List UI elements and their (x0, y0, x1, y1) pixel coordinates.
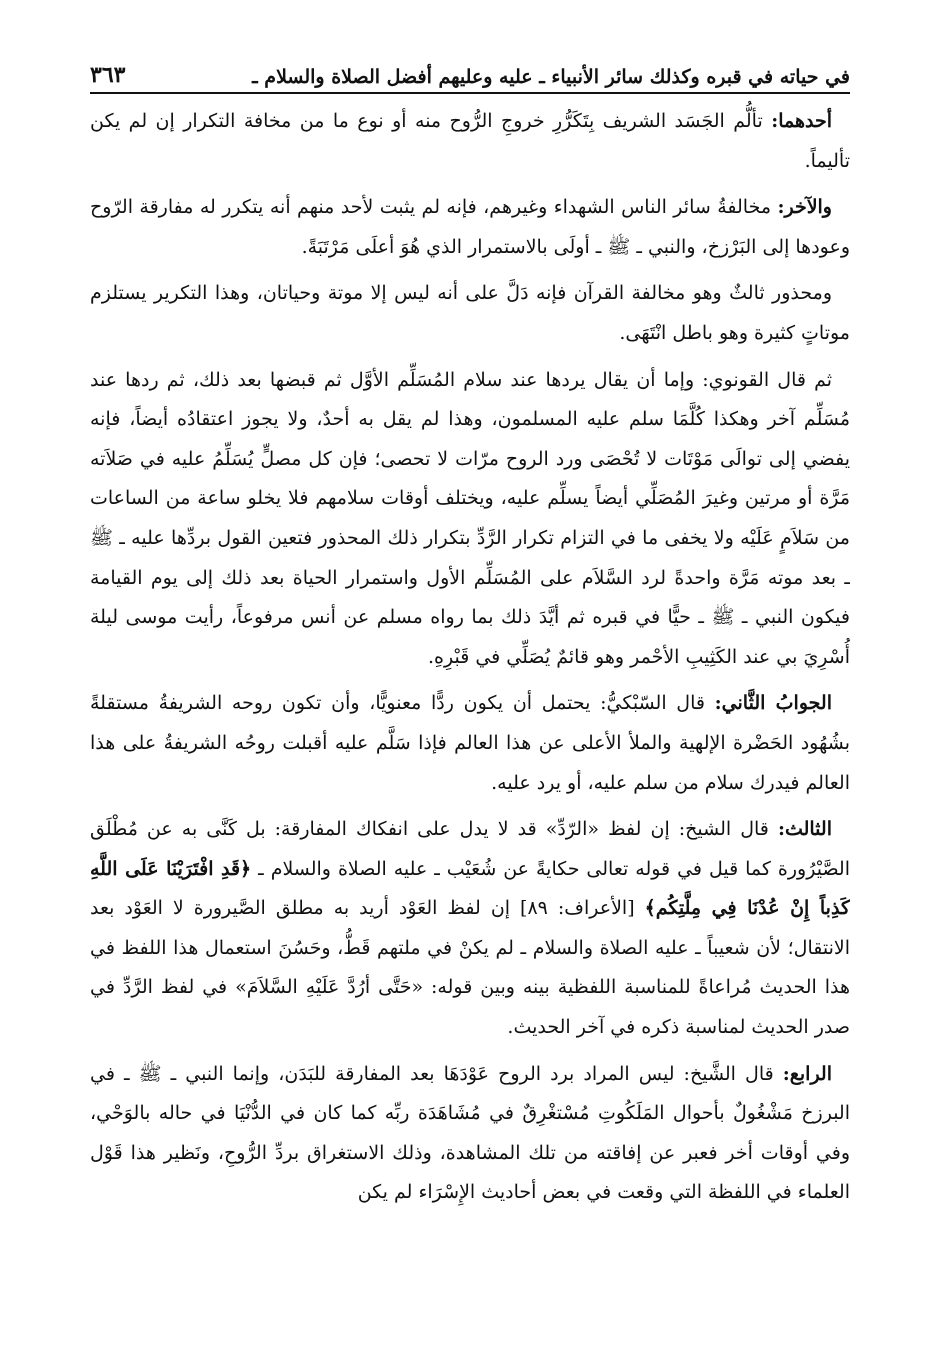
paragraph-second-objection (90, 188, 850, 267)
page-header (90, 52, 850, 94)
page-body (90, 102, 850, 1213)
paragraph-text: مخالفةُ سائر الناس الشهداء وغيرهم، فإنه لم يثبت لأحد منهم أنه يتكرر له مفارقة الرّوح وعودها إلى البَرْزخ، والنبي ـ ﷺ ـ أولَى بالاستمرار الذي هُوَ أعلَى مَرْتَبَةً. (90, 196, 850, 258)
paragraph-text-continued: [الأعراف: ٨٩] إن لفظ العَوْد أريد به مطلق الصَّيرورة لا العَوْد بعد الانتقال؛ لأن شعيباً ـ عليه الصلاة والسلام ـ لم يكنْ في ملتهم قَطُّ، وحَسُنَ استعمال هذا اللفظ في هذا الحديث مُراعاةً للمناسبة اللفظية بينه وبين قوله: «حَتَّى أرُدَّ عَلَيْهِ السَّلاَمَ» في لفظ الرَّدِّ في صدر الحديث لمناسبة ذكره في آخر الحديث. (90, 897, 850, 1039)
paragraph-qunawi (90, 361, 850, 678)
paragraph-lead: الجوابُ الثَّاني: (714, 692, 832, 715)
paragraph-text: ومحذور ثالثٌ وهو مخالفة القرآن فإنه دَلَّ على أنه ليس إلا موتة وحياتان، وهذا التكرير يستلزم موتاتٍ كثيرة وهو باطل انْتَهَى. (90, 282, 850, 344)
running-title: في حياته في قبره وكذلك سائر الأنبياء ـ عليه وعليهم أفضل الصلاة والسلام ـ (252, 66, 850, 88)
paragraph-lead: أحدهما: (771, 110, 832, 132)
paragraph-fourth-answer (90, 1055, 850, 1213)
paragraph-text: تألُّم الجَسَد الشريف بِتَكَرُّرِ خروجِ الرُّوح منه أو نوع ما من مخافة التكرار إن لم يكن تأليماً. (90, 110, 850, 172)
book-page (90, 52, 850, 1352)
paragraph-lead: الرابع: (782, 1062, 832, 1085)
quran-verse: ﴿قَدِ افْتَرَيْنَا عَلَى اللَّهِ كَذِباً إِنْ عُدْنَا فِي مِلَّتِكُم﴾ (90, 857, 850, 920)
page-number: ٣٦٣ (90, 62, 126, 88)
paragraph-text: قال الشَّيخ: ليس المراد برد الروح عَوْدَهَا بعد المفارقة للبَدَن، وإنما النبي ـ ﷺ ـ في البرزخ مَشْغُولٌ بأحوال المَلَكُوتِ مُسْتغْرِقٌ في مُشَاهَدَة ربِّه كما كان في الدُّنْيَا في حاله بالوَحْي، وفي أوقات أخر فعبر عن إفاقته من تلك المشاهدة، وذلك الاستغراق بردِّ الرُّوحِ، ونَظير هذا قَوْل العلماء في اللفظة التي وقعت في بعض أحاديث الإِسْرَاء لم يكن (90, 1062, 850, 1204)
paragraph-text: قال السّبْكيُّ: يحتمل أن يكون ردًّا معنويًّا، وأن تكون روحه الشريفةُ مستقلةً بشُهُود الحَضْرة الإلهية والملأ الأعلى عن هذا العالم فإذا سَلَّم عليه أقبلت روحُه الشريفةُ على هذا العالم فيدرك سلام من سلم عليه، أو يرد عليه. (90, 692, 850, 794)
paragraph-lead: الثالث: (777, 818, 832, 841)
paragraph-text: ثم قال القونوي: وإما أن يقال يردها عند سلام المُسَلِّم الأوَّل ثم قبضها بعد ذلك، ثم ردها عند مُسَلِّم آخر وهكذا كُلَّمَا سلم عليه المسلمون، وهذا لم يقل به أحدٌ، ولا يجوز اعتقادُه أيضاً، فإنه يفضي إلى توالَى مَوْتَات لا تُحْصَى ورد الروح مرّات لا تحصى؛ فإن كل مصلٍّ يُسَلِّمُ عليه في صَلاَته مَرَّة أو مرتين وغيرَ المُصَلِّي أيضاً يسلِّم عليه، ويختلف أوقات سلامهم فلا يخلو ساعة من الساعات من سَلاَمٍ عَلَيْه ولا يخفى ما في التزام تكرار الرَّدِّ بتكرار ذلك المحذور فتعين القول بردِّها عليه ـ ﷺ ـ بعد موته مَرَّة واحدةً لرد السَّلاَم على المُسَلِّم الأول واستمرار الحياة بعد ذلك إلى يوم القيامة فيكون النبي ـ ﷺ ـ حيًّا في قبره ثم أيَّدَ ذلك بما رواه مسلم عن أنس مرفوعاً، رأيت موسى ليلة أُسْرِيَ بي عند الكَثِيبِ الأحْمر وهو قائمٌ يُصَلِّي في قَبْرِهِ. (90, 368, 850, 668)
paragraph-first-objection (90, 102, 850, 181)
paragraph-third-answer (90, 810, 850, 1048)
paragraph-third-objection (90, 274, 850, 353)
paragraph-lead: والآخر: (777, 196, 832, 219)
paragraph-text: قال الشيخ: إن لفظ «الرّدِّ» قد لا يدل على انفكاك المفارقة: بل كَنَّى به عن مُطْلَق الصَّيْرُورة كما قيل في قوله تعالى حكايةً عن شُعَيْب ـ عليه الصلاة والسلام ـ (90, 818, 850, 880)
paragraph-second-answer (90, 684, 850, 803)
